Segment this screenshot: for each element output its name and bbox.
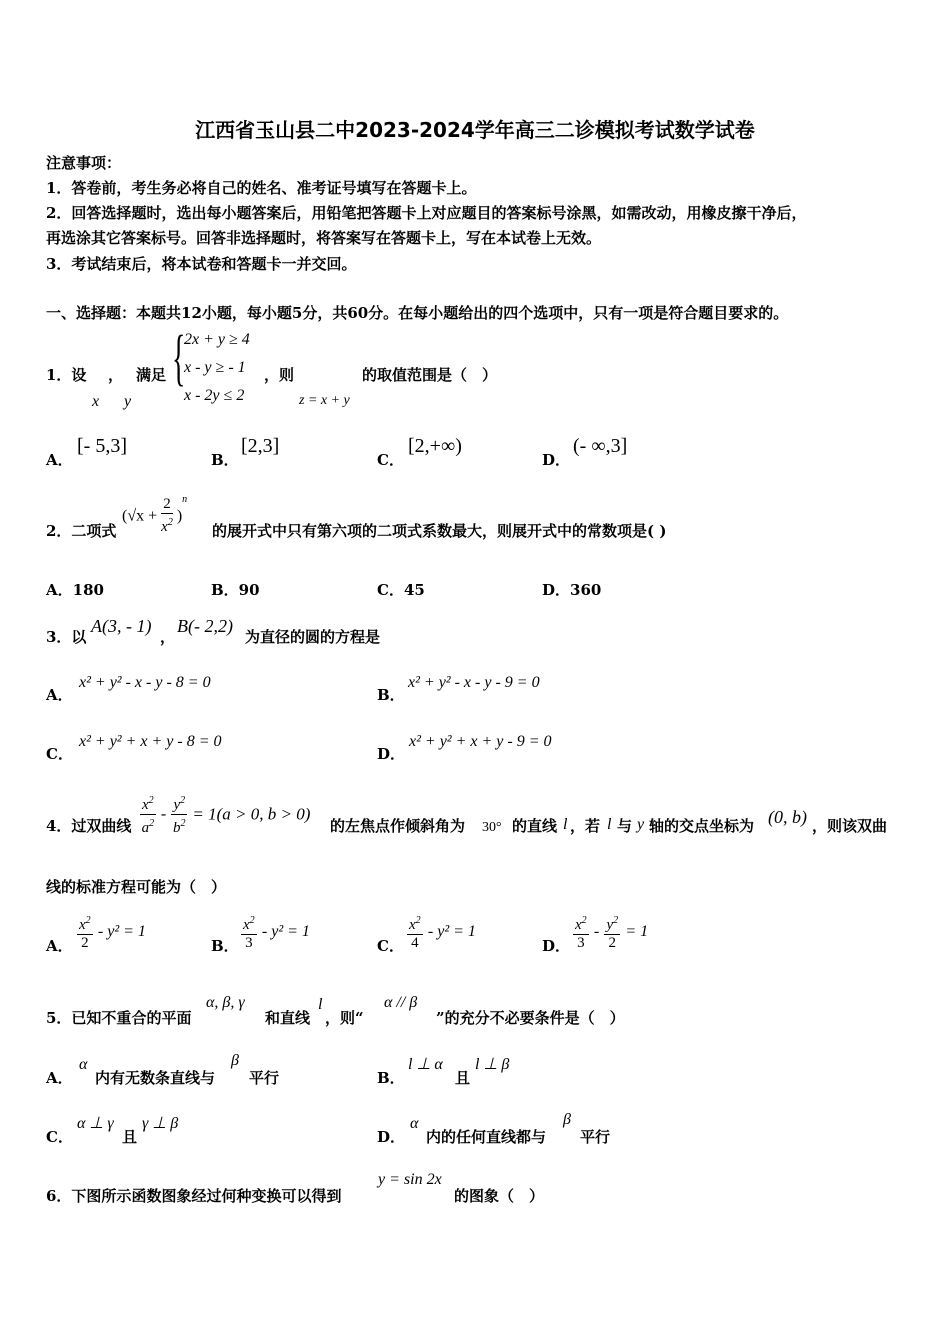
q1-stem-5: 的取值范围是（ ）	[362, 366, 498, 384]
q2-option-d: D．360	[542, 581, 602, 599]
q5-option-d-alpha: α	[410, 1115, 419, 1132]
q4-stem-5: 与	[617, 817, 633, 835]
q6-stem-2: 的图象（ ）	[454, 1187, 545, 1205]
q5-option-b-expr-2: l ⊥ β	[475, 1056, 510, 1073]
q1-stem-1: 1．设	[46, 366, 87, 384]
q4-line-l: l	[563, 816, 568, 833]
q1-stem-2: ，	[108, 366, 124, 384]
q4-option-b-label: B．	[211, 937, 239, 955]
q3-option-d: x² + y² + x + y - 9 = 0	[409, 733, 552, 750]
q5-condition: α // β	[384, 994, 418, 1011]
q2-stem-1: 2．二项式	[46, 522, 117, 540]
q1-option-c: [2,+∞)	[408, 435, 462, 457]
q5-planes: α, β, γ	[206, 994, 245, 1011]
q2-fraction	[161, 496, 173, 536]
q4-eq-end: = 1(a > 0, b > 0)	[192, 804, 311, 824]
q1-var-y: y	[124, 393, 132, 410]
q1-expr-z: z = x + y	[299, 393, 350, 408]
section-heading: 一、选择题：本题共12小题，每小题5分，共60分。在每小题给出的四个选项中，只有一项是符合题目要求的。	[46, 304, 789, 322]
q4-option-d: $\frac{x^2}{3}$ - $\frac{y^2}{2}$ = 1	[573, 912, 648, 952]
q5-stem-1: 5．已知不重合的平面	[46, 1009, 192, 1027]
q5-option-a-text-1: 内有无数条直线与	[95, 1069, 216, 1087]
q1-ineq-3: x - 2y ≤ 2	[184, 387, 245, 404]
notice-item-2b: 再选涂其它答案标号。回答非选择题时，将答案写在答题卡上，写在本试卷上无效。	[46, 229, 602, 247]
q4-stem-8: 线的标准方程可能为（ ）	[46, 878, 227, 896]
q4-stem-4: ，若	[570, 817, 601, 835]
q6-stem-1: 6．下图所示函数图象经过何种变换可以得到	[46, 1187, 342, 1205]
q2-binomial	[122, 494, 187, 536]
q1-stem-4: ，则	[264, 366, 295, 384]
q3-separator: ，	[160, 628, 176, 646]
q3-stem-2: 为直径的圆的方程是	[245, 628, 381, 646]
q2-exponent: n	[182, 494, 188, 505]
q2-binomial-open: (√x +	[122, 507, 158, 525]
q4-option-b: $\frac{x^2}{3}$ - y² = 1	[241, 912, 310, 952]
q4-stem-2: 的左焦点作倾斜角为	[330, 817, 466, 835]
q2-fraction-den: $x^2$	[161, 517, 173, 536]
q3-option-c: x² + y² + x + y - 8 = 0	[79, 733, 222, 750]
q2-binomial-close: )	[176, 507, 183, 525]
q2-option-c: C．45	[377, 581, 425, 599]
q1-option-a-label: A．	[46, 451, 73, 469]
q1-option-b: [2,3]	[241, 435, 280, 457]
notice-item-3: 3．考试结束后，将本试卷和答题卡一并交回。	[46, 255, 357, 273]
q1-ineq-2: x - y ≥ - 1	[184, 359, 246, 376]
q4-stem-1: 4．过双曲线	[46, 817, 132, 835]
q4-axis-y: y	[637, 816, 645, 833]
q5-option-a-beta: β	[231, 1052, 239, 1069]
q5-option-c-expr-1: α ⊥ γ	[77, 1115, 114, 1132]
q4-stem-3: 的直线	[512, 817, 558, 835]
q1-ineq-1: 2x + y ≥ 4	[184, 331, 250, 348]
q1-system	[184, 326, 250, 410]
q4-stem-6: 轴的交点坐标为	[649, 817, 755, 835]
q2-option-b: B．90	[211, 581, 260, 599]
q5-option-b-and: 且	[455, 1069, 471, 1087]
q3-option-a-label: A．	[46, 686, 73, 704]
q4-option-a: $\frac{x^2}{2}$ - y² = 1	[77, 912, 146, 952]
q5-option-d-label: D．	[377, 1128, 406, 1146]
q3-point-b: B(- 2,2)	[177, 616, 233, 636]
q5-option-c-label: C．	[46, 1128, 73, 1146]
notice-heading: 注意事项：	[46, 154, 122, 172]
q5-option-d-beta: β	[563, 1111, 571, 1128]
q4-option-c: $\frac{x^2}{4}$ - y² = 1	[407, 912, 476, 952]
notice-item-2a: 2．回答选择题时，选出每小题答案后，用铅笔把答题卡上对应题目的答案标号涂黑，如需改动，用橡皮擦干净后，	[46, 204, 807, 222]
q5-option-a-alpha: α	[79, 1056, 88, 1073]
q2-fraction-num: 2	[161, 496, 173, 514]
q5-stem-4: ”的充分不必要条件是（ ）	[436, 1009, 625, 1027]
q4-eq-minus: -	[160, 805, 167, 823]
q1-option-c-label: C．	[377, 451, 404, 469]
q4-hyperbola	[140, 792, 310, 837]
q4-option-d-label: D．	[542, 937, 571, 955]
q4-angle: 30°	[482, 820, 502, 835]
q2-stem-2: 的展开式中只有第六项的二项式系数最大，则展开式中的常数项是( )	[212, 522, 667, 540]
q5-option-c-expr-2: γ ⊥ β	[142, 1115, 179, 1132]
q5-option-b-label: B．	[377, 1069, 405, 1087]
q4-point: (0, b)	[768, 807, 807, 827]
q5-option-d-text-1: 内的任何直线都与	[426, 1128, 547, 1146]
page-title: 江西省玉山县二中2023-2024学年高三二诊模拟考试数学试卷	[195, 118, 755, 142]
q4-option-a-label: A．	[46, 937, 73, 955]
q4-line-l-2: l	[607, 816, 612, 833]
q1-option-d: (- ∞,3]	[573, 435, 628, 457]
q5-option-b-expr-1: l ⊥ α	[408, 1056, 443, 1073]
q3-option-b-label: B．	[377, 686, 405, 704]
q1-var-x: x	[92, 393, 100, 410]
q4-frac-x: $\frac{x^2}{a^2}$	[140, 792, 156, 837]
q5-stem-3: ，则“	[325, 1009, 364, 1027]
q2-option-a: A．180	[46, 581, 104, 599]
q3-option-d-label: D．	[377, 745, 406, 763]
q4-frac-y: $\frac{y^2}{b^2}$	[171, 792, 187, 837]
q3-point-a: A(3, - 1)	[91, 616, 152, 636]
q6-function: y = sin 2x	[378, 1171, 442, 1188]
q3-option-b: x² + y² - x - y - 9 = 0	[408, 674, 540, 691]
q4-stem-7: ，则该双曲	[812, 817, 888, 835]
q5-option-d-text-2: 平行	[580, 1128, 611, 1146]
q5-stem-2: 和直线	[265, 1009, 311, 1027]
q5-option-a-text-2: 平行	[249, 1069, 280, 1087]
q3-option-c-label: C．	[46, 745, 73, 763]
q1-stem-3: 满足	[136, 366, 167, 384]
notice-item-1: 1．答卷前，考生务必将自己的姓名、准考证号填写在答题卡上。	[46, 179, 477, 197]
q1-option-d-label: D．	[542, 451, 571, 469]
q1-option-b-label: B．	[211, 451, 239, 469]
q3-stem-1: 3．以	[46, 628, 87, 646]
q5-option-a-label: A．	[46, 1069, 73, 1087]
q1-option-a: [- 5,3]	[77, 435, 127, 457]
q5-option-c-and: 且	[122, 1128, 138, 1146]
q3-option-a: x² + y² - x - y - 8 = 0	[79, 674, 211, 691]
q5-line-l: l	[318, 996, 323, 1013]
q1-brace: {	[172, 324, 186, 392]
q4-option-c-label: C．	[377, 937, 404, 955]
